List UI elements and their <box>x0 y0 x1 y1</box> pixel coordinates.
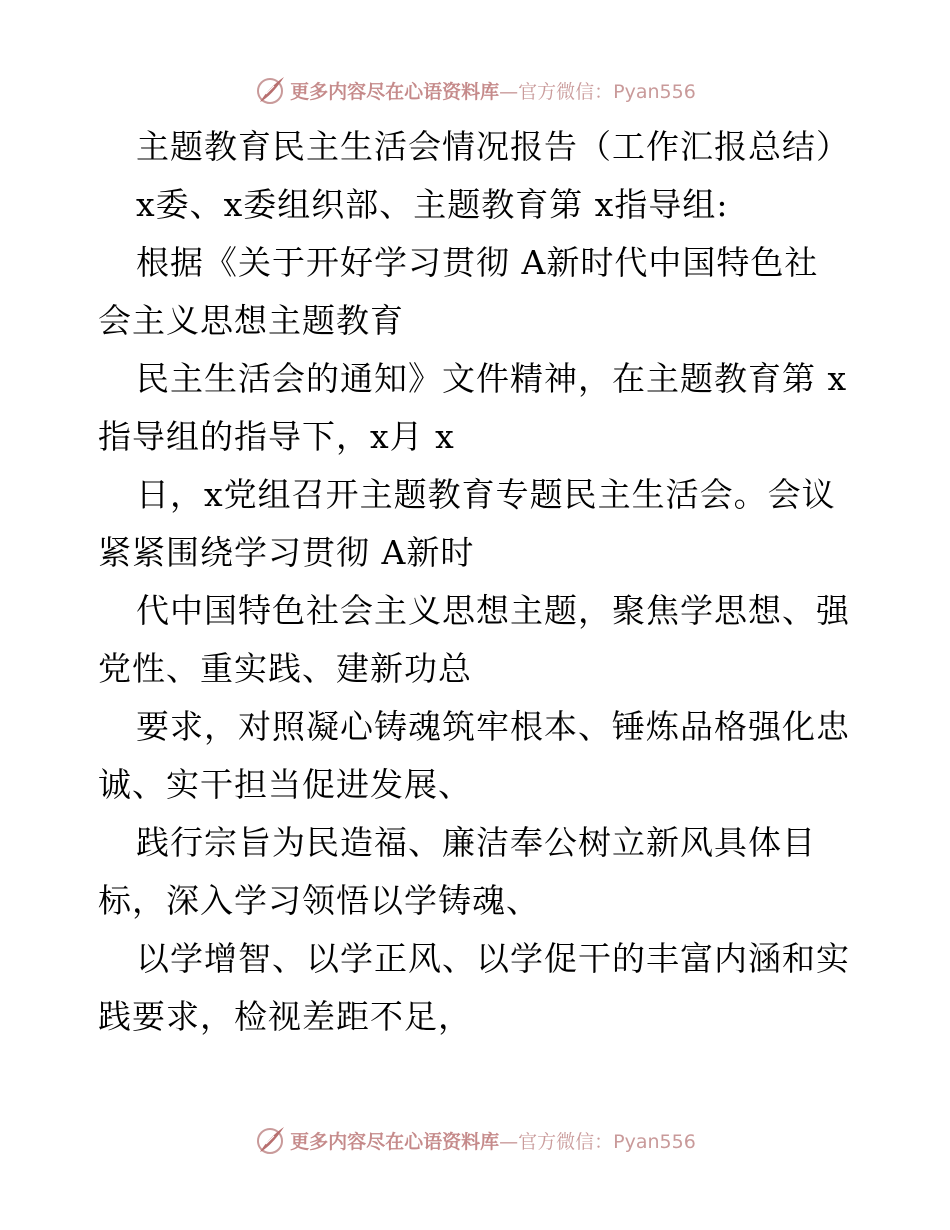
text-line: 践行宗旨为民造福、廉洁奉公树立新风具体目 <box>136 823 816 862</box>
text-line: 诚、实干担当促进发展、 <box>98 765 472 804</box>
watermark-lead: 更多内容尽在心语资料库 <box>290 1130 500 1153</box>
watermark-tail: —官方微信：Pyan556 <box>499 1130 696 1153</box>
text-line: 会主义思想主题教育 <box>98 301 404 340</box>
text-line: 践要求，检视差距不足， <box>98 997 472 1036</box>
text-line: 主题教育民主生活会情况报告（工作汇报总结） <box>136 127 850 166</box>
feather-quill-icon <box>254 74 286 106</box>
text-line: 民主生活会的通知》文件精神，在主题教育第 x <box>136 359 848 398</box>
watermark-lead: 更多内容尽在心语资料库 <box>290 80 500 103</box>
footer-watermark <box>0 1120 950 1160</box>
watermark-text <box>290 1127 696 1154</box>
text-line: 根据《关于开好学习贯彻 A新时代中国特色社 <box>136 243 819 282</box>
document-body <box>98 118 858 1046</box>
text-line: 要求，对照凝心铸魂筑牢根本、锤炼品格强化忠 <box>136 707 850 746</box>
text-line: 代中国特色社会主义思想主题，聚焦学思想、强 <box>136 591 850 630</box>
text-line: 以学增智、以学正风、以学促干的丰富内涵和实 <box>136 939 850 978</box>
text-line: 紧紧围绕学习贯彻 A新时 <box>98 533 475 572</box>
feather-quill-icon <box>254 1124 286 1156</box>
watermark-text <box>290 77 696 104</box>
watermark-tail: —官方微信：Pyan556 <box>499 80 696 103</box>
text-line: 标，深入学习领悟以学铸魂、 <box>98 881 540 920</box>
text-line: 日，x党组召开主题教育专题民主生活会。会议 <box>136 475 836 514</box>
text-line: x委、x委组织部、主题教育第 x指导组: <box>136 185 729 224</box>
header-watermark <box>0 70 950 110</box>
text-line: 党性、重实践、建新功总 <box>98 649 472 688</box>
text-line: 指导组的指导下，x月 x <box>98 417 455 456</box>
